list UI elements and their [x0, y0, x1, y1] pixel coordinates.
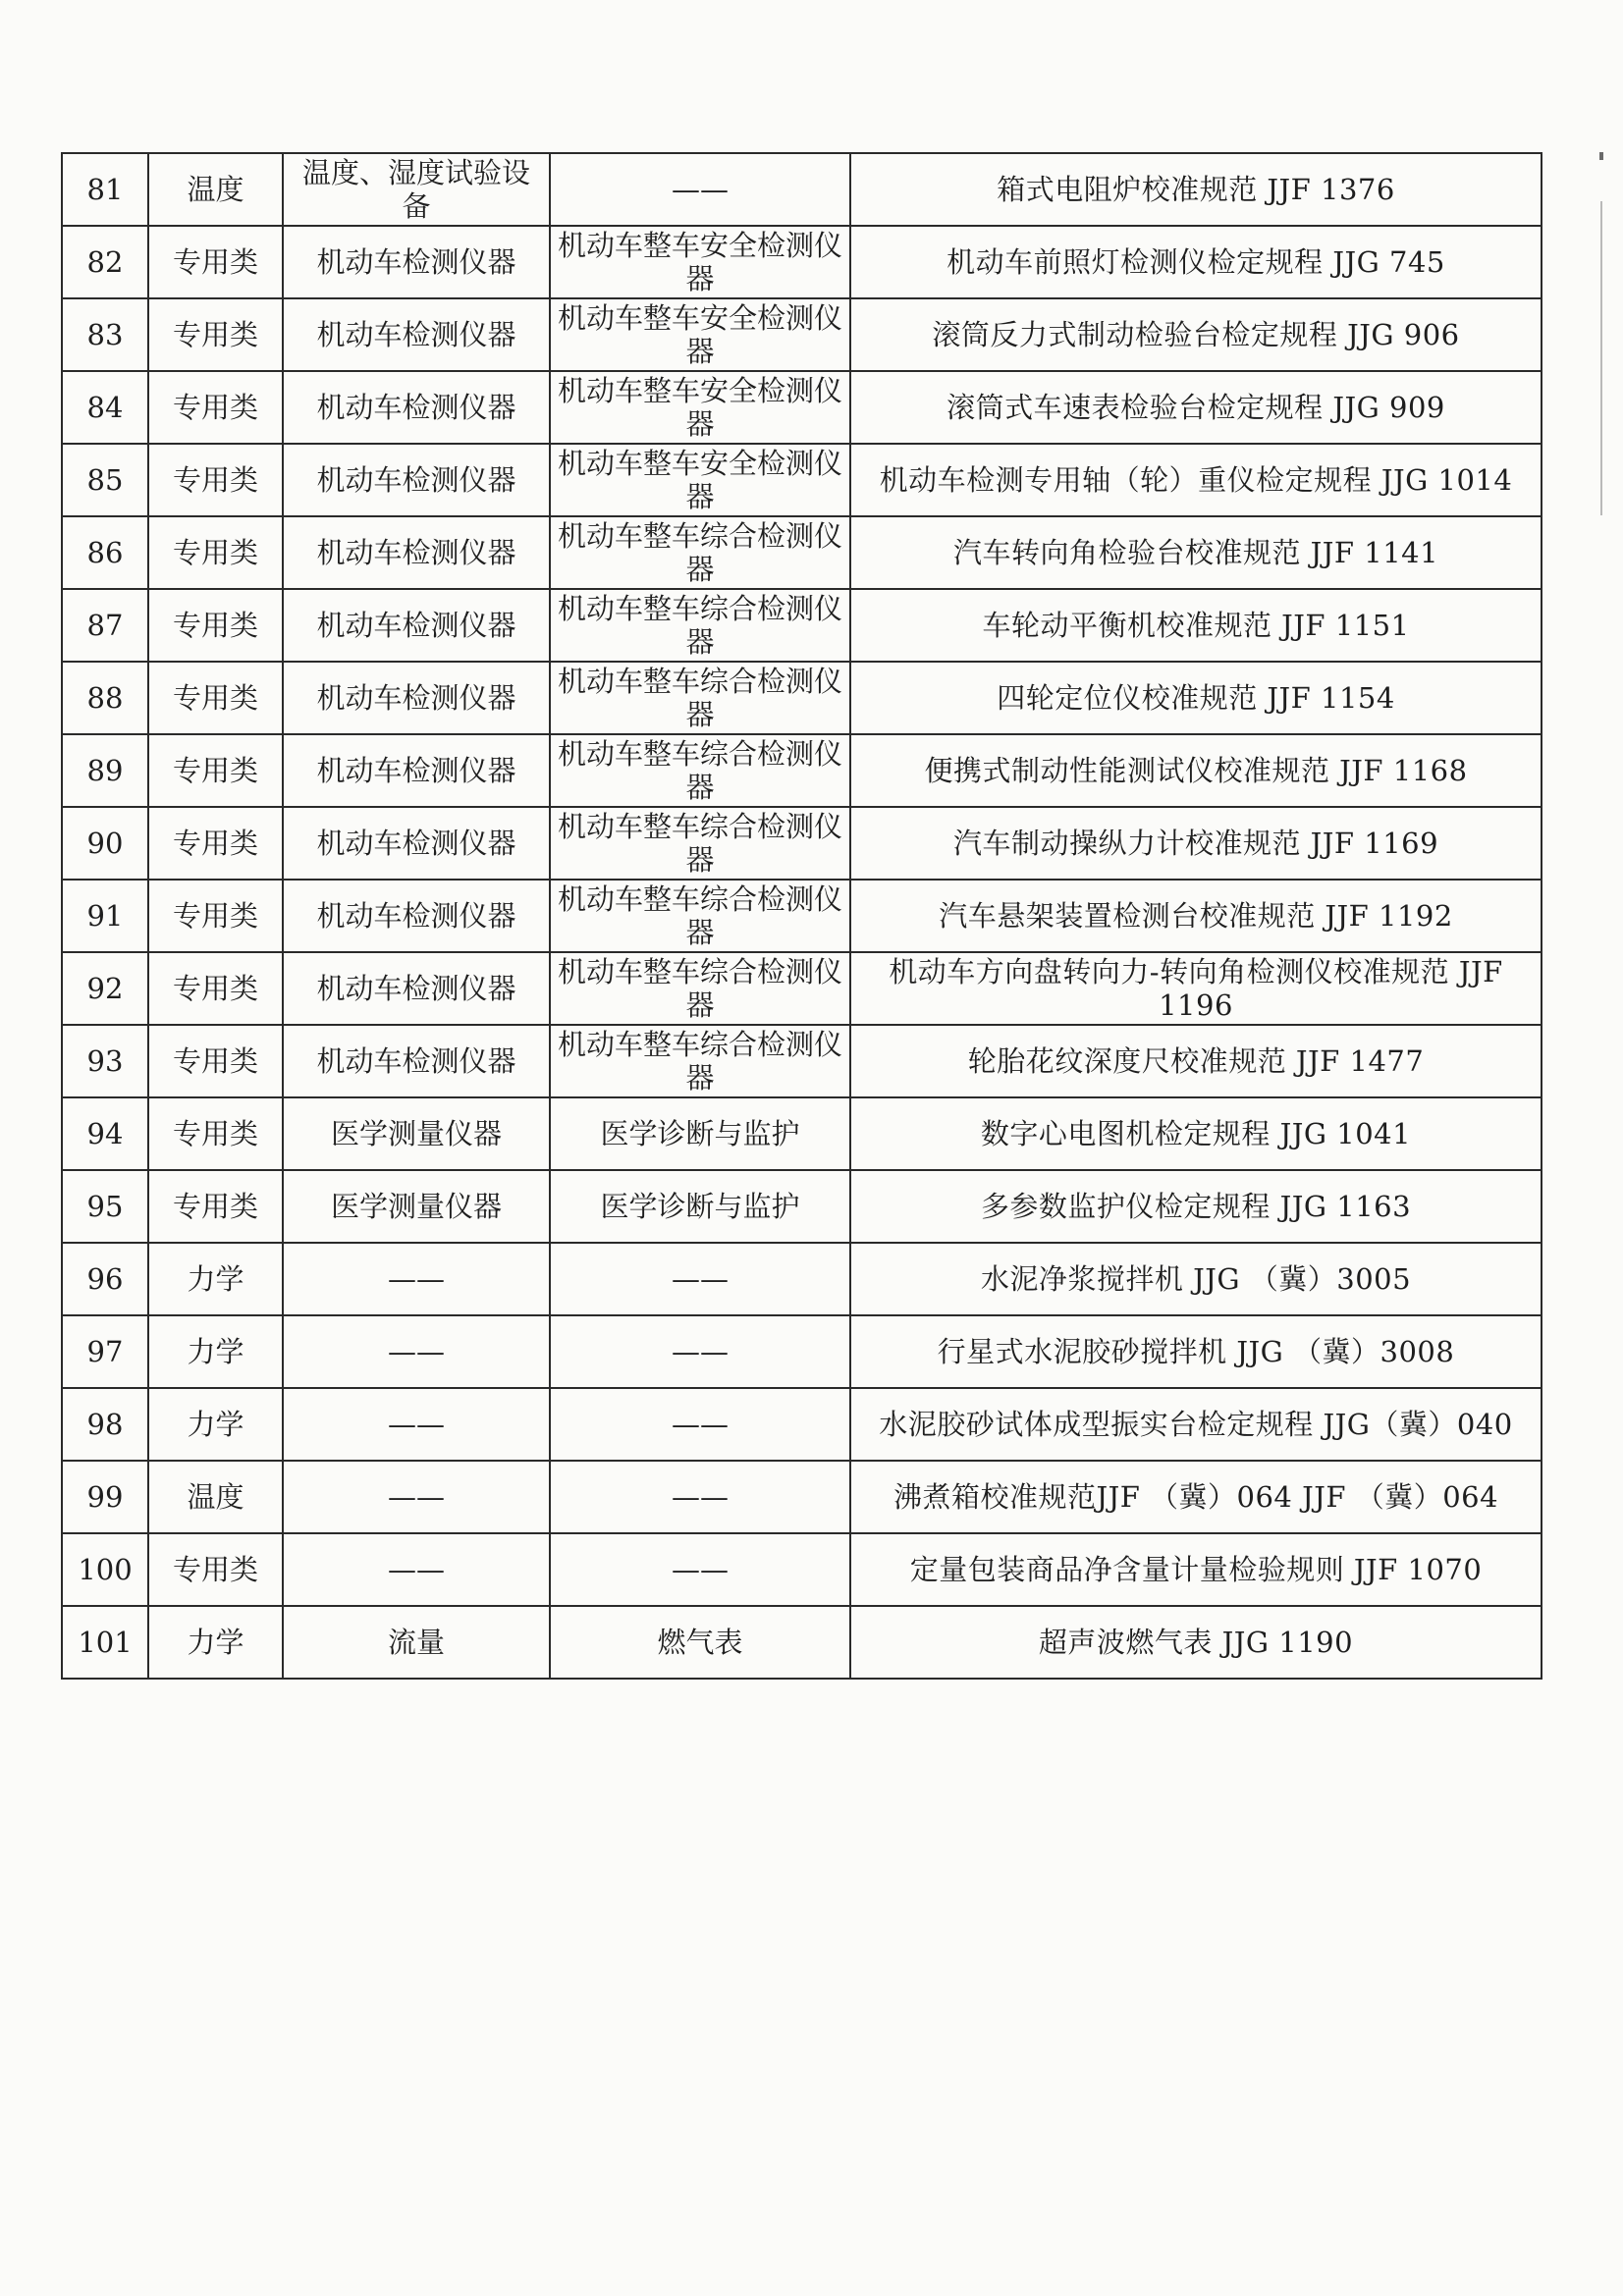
category-cell: 专用类	[148, 1533, 283, 1606]
table-row	[62, 516, 1542, 589]
standard-cell: 超声波燃气表 JJG 1190	[850, 1606, 1542, 1679]
row-number: 90	[62, 807, 148, 880]
item-cell: 机动车整车综合检测仪器	[550, 589, 850, 662]
subcategory-cell: 机动车检测仪器	[283, 444, 550, 516]
table-row	[62, 589, 1542, 662]
item-cell: 机动车整车综合检测仪器	[550, 807, 850, 880]
subcategory-cell: 流量	[283, 1606, 550, 1679]
standard-cell: 多参数监护仪检定规程 JJG 1163	[850, 1170, 1542, 1243]
item-cell: ——	[550, 1533, 850, 1606]
row-number: 86	[62, 516, 148, 589]
standard-cell: 沸煮箱校准规范JJF （冀）064 JJF （冀）064	[850, 1461, 1542, 1533]
standard-cell: 汽车悬架装置检测台校准规范 JJF 1192	[850, 880, 1542, 952]
category-cell: 力学	[148, 1315, 283, 1388]
table-row	[62, 1025, 1542, 1097]
item-cell: 机动车整车安全检测仪器	[550, 226, 850, 298]
row-number: 85	[62, 444, 148, 516]
subcategory-cell: 温度、湿度试验设备	[283, 153, 550, 226]
table-row	[62, 734, 1542, 807]
standard-cell: 轮胎花纹深度尺校准规范 JJF 1477	[850, 1025, 1542, 1097]
subcategory-cell: 机动车检测仪器	[283, 880, 550, 952]
table-row	[62, 1170, 1542, 1243]
subcategory-cell: 机动车检测仪器	[283, 807, 550, 880]
standard-cell: 机动车前照灯检测仪检定规程 JJG 745	[850, 226, 1542, 298]
category-cell: 温度	[148, 1461, 283, 1533]
row-number: 83	[62, 298, 148, 371]
table-row	[62, 1606, 1542, 1679]
standard-cell: 便携式制动性能测试仪校准规范 JJF 1168	[850, 734, 1542, 807]
row-number: 99	[62, 1461, 148, 1533]
table-row	[62, 1533, 1542, 1606]
item-cell: ——	[550, 1243, 850, 1315]
scan-edge-mark	[1599, 152, 1603, 160]
standard-cell: 机动车方向盘转向力-转向角检测仪校准规范 JJF 1196	[850, 952, 1542, 1025]
subcategory-cell: 医学测量仪器	[283, 1097, 550, 1170]
table-row	[62, 226, 1542, 298]
row-number: 97	[62, 1315, 148, 1388]
standard-cell: 汽车转向角检验台校准规范 JJF 1141	[850, 516, 1542, 589]
standard-cell: 滚筒式车速表检验台检定规程 JJG 909	[850, 371, 1542, 444]
subcategory-cell: ——	[283, 1533, 550, 1606]
subcategory-cell: 机动车检测仪器	[283, 734, 550, 807]
table-row	[62, 1243, 1542, 1315]
subcategory-cell: ——	[283, 1461, 550, 1533]
item-cell: ——	[550, 153, 850, 226]
row-number: 92	[62, 952, 148, 1025]
standard-cell: 水泥胶砂试体成型振实台检定规程 JJG（冀）040	[850, 1388, 1542, 1461]
row-number: 96	[62, 1243, 148, 1315]
item-cell: 机动车整车综合检测仪器	[550, 734, 850, 807]
standard-cell: 汽车制动操纵力计校准规范 JJF 1169	[850, 807, 1542, 880]
row-number: 100	[62, 1533, 148, 1606]
category-cell: 专用类	[148, 226, 283, 298]
subcategory-cell: 机动车检测仪器	[283, 516, 550, 589]
category-cell: 专用类	[148, 807, 283, 880]
category-cell: 专用类	[148, 298, 283, 371]
category-cell: 专用类	[148, 1025, 283, 1097]
category-cell: 专用类	[148, 371, 283, 444]
category-cell: 力学	[148, 1606, 283, 1679]
item-cell: 医学诊断与监护	[550, 1170, 850, 1243]
item-cell: 机动车整车安全检测仪器	[550, 371, 850, 444]
category-cell: 温度	[148, 153, 283, 226]
category-cell: 专用类	[148, 662, 283, 734]
table-row	[62, 1461, 1542, 1533]
category-cell: 专用类	[148, 589, 283, 662]
standard-cell: 滚筒反力式制动检验台检定规程 JJG 906	[850, 298, 1542, 371]
scan-edge-line	[1600, 201, 1602, 515]
item-cell: ——	[550, 1461, 850, 1533]
category-cell: 力学	[148, 1388, 283, 1461]
row-number: 88	[62, 662, 148, 734]
standard-cell: 箱式电阻炉校准规范 JJF 1376	[850, 153, 1542, 226]
standard-cell: 机动车检测专用轴（轮）重仪检定规程 JJG 1014	[850, 444, 1542, 516]
table-row	[62, 807, 1542, 880]
item-cell: 机动车整车综合检测仪器	[550, 880, 850, 952]
standard-cell: 车轮动平衡机校准规范 JJF 1151	[850, 589, 1542, 662]
table-row	[62, 1388, 1542, 1461]
item-cell: 机动车整车综合检测仪器	[550, 1025, 850, 1097]
standards-table-body	[62, 153, 1542, 1679]
subcategory-cell: 机动车检测仪器	[283, 371, 550, 444]
table-row	[62, 880, 1542, 952]
table-row	[62, 298, 1542, 371]
item-cell: 医学诊断与监护	[550, 1097, 850, 1170]
subcategory-cell: 机动车检测仪器	[283, 662, 550, 734]
category-cell: 专用类	[148, 734, 283, 807]
row-number: 94	[62, 1097, 148, 1170]
subcategory-cell: 机动车检测仪器	[283, 1025, 550, 1097]
row-number: 81	[62, 153, 148, 226]
standard-cell: 水泥净浆搅拌机 JJG （冀）3005	[850, 1243, 1542, 1315]
table-row	[62, 952, 1542, 1025]
standards-table	[61, 152, 1542, 1680]
row-number: 84	[62, 371, 148, 444]
row-number: 91	[62, 880, 148, 952]
row-number: 89	[62, 734, 148, 807]
item-cell: ——	[550, 1388, 850, 1461]
table-row	[62, 371, 1542, 444]
standard-cell: 四轮定位仪校准规范 JJF 1154	[850, 662, 1542, 734]
standard-cell: 数字心电图机检定规程 JJG 1041	[850, 1097, 1542, 1170]
item-cell: ——	[550, 1315, 850, 1388]
row-number: 93	[62, 1025, 148, 1097]
category-cell: 力学	[148, 1243, 283, 1315]
table-row	[62, 153, 1542, 226]
item-cell: 机动车整车安全检测仪器	[550, 298, 850, 371]
subcategory-cell: 机动车检测仪器	[283, 952, 550, 1025]
subcategory-cell: ——	[283, 1388, 550, 1461]
category-cell: 专用类	[148, 1097, 283, 1170]
category-cell: 专用类	[148, 952, 283, 1025]
standard-cell: 行星式水泥胶砂搅拌机 JJG （冀）3008	[850, 1315, 1542, 1388]
table-row	[62, 662, 1542, 734]
subcategory-cell: 医学测量仪器	[283, 1170, 550, 1243]
row-number: 82	[62, 226, 148, 298]
row-number: 95	[62, 1170, 148, 1243]
subcategory-cell: ——	[283, 1315, 550, 1388]
item-cell: 机动车整车安全检测仪器	[550, 444, 850, 516]
table-row	[62, 444, 1542, 516]
category-cell: 专用类	[148, 1170, 283, 1243]
subcategory-cell: ——	[283, 1243, 550, 1315]
row-number: 101	[62, 1606, 148, 1679]
subcategory-cell: 机动车检测仪器	[283, 298, 550, 371]
row-number: 87	[62, 589, 148, 662]
standard-cell: 定量包装商品净含量计量检验规则 JJF 1070	[850, 1533, 1542, 1606]
item-cell: 机动车整车综合检测仪器	[550, 516, 850, 589]
item-cell: 燃气表	[550, 1606, 850, 1679]
category-cell: 专用类	[148, 516, 283, 589]
category-cell: 专用类	[148, 444, 283, 516]
table-row	[62, 1097, 1542, 1170]
table-row	[62, 1315, 1542, 1388]
row-number: 98	[62, 1388, 148, 1461]
item-cell: 机动车整车综合检测仪器	[550, 952, 850, 1025]
subcategory-cell: 机动车检测仪器	[283, 589, 550, 662]
subcategory-cell: 机动车检测仪器	[283, 226, 550, 298]
item-cell: 机动车整车综合检测仪器	[550, 662, 850, 734]
category-cell: 专用类	[148, 880, 283, 952]
